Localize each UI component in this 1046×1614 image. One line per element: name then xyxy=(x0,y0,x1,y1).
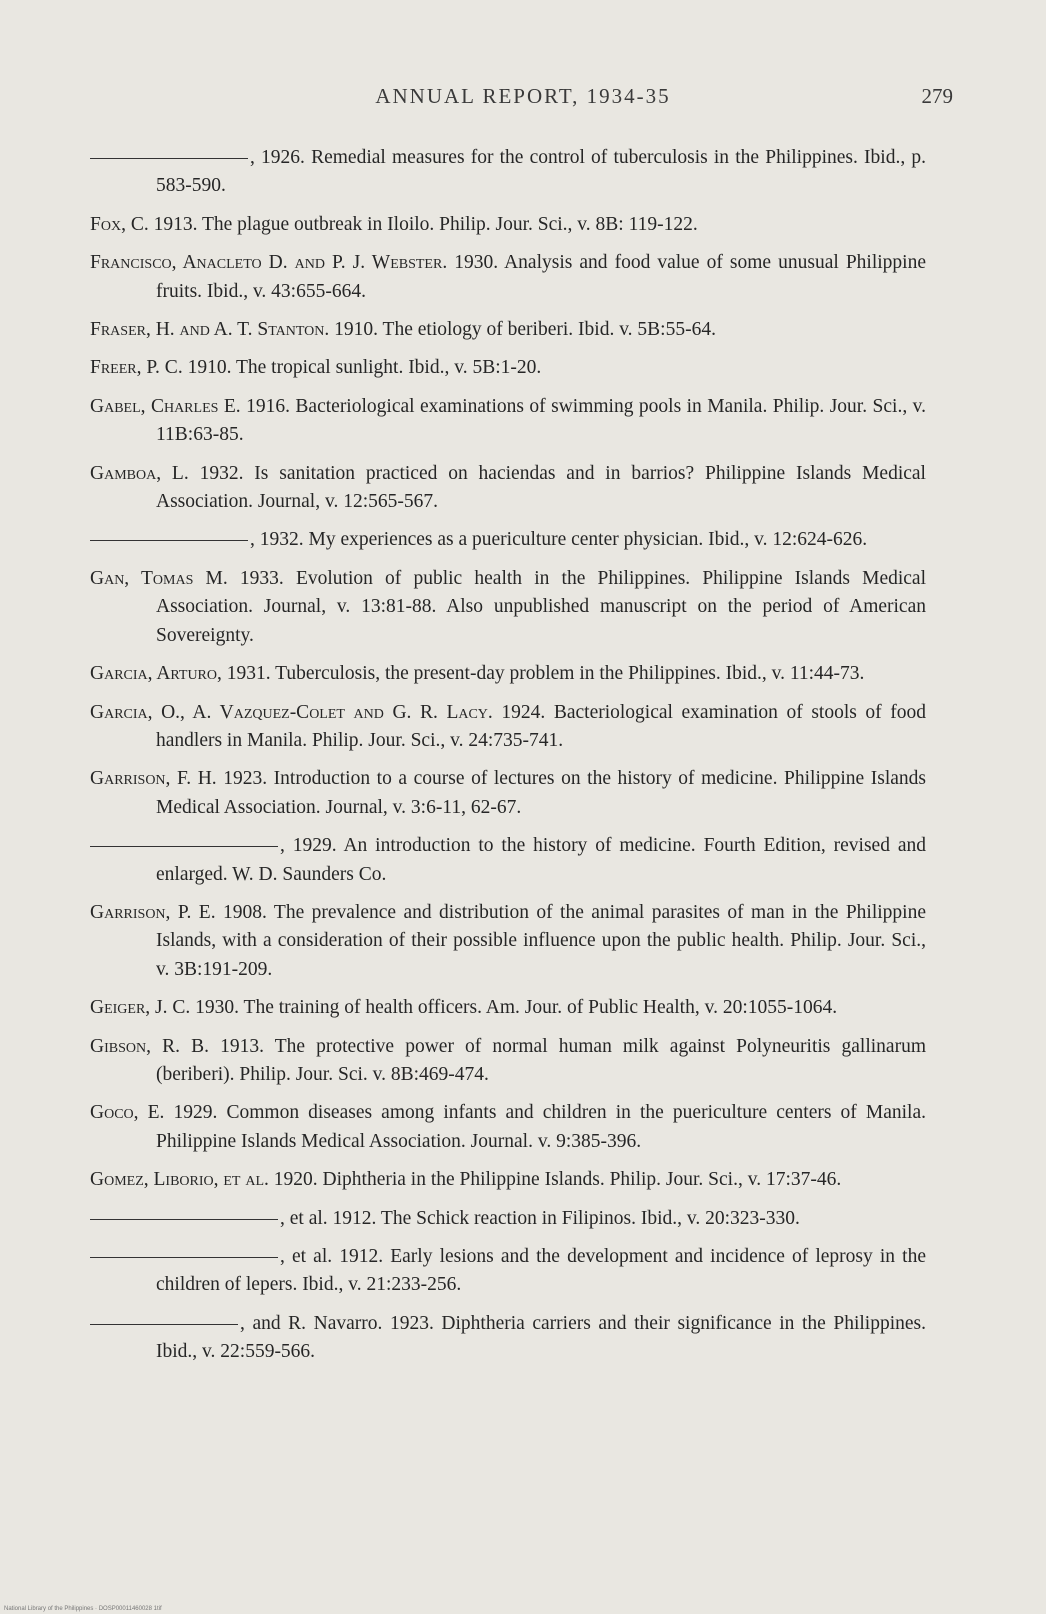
entry-text: , et al. 1912. Early lesions and the development and incidence of leprosy in the children of lepers. Ibid., v. 21:233-256. xyxy=(156,1246,926,1296)
bibliography-entry xyxy=(90,699,926,756)
repeat-author-dash xyxy=(90,540,248,541)
entry-text: , et al. 1912. The Schick reaction in Filipinos. Ibid., v. 20:323-330. xyxy=(280,1207,800,1229)
entry-author: Gamboa, L. xyxy=(90,462,189,484)
bibliography-entry xyxy=(90,1243,926,1300)
entry-text: 1913. The protective power of normal human milk against Polyneuritis gallinarum (beriberi). Philip. Jour. Sci. v. 8B:469-474. xyxy=(156,1035,926,1085)
page-number: 279 xyxy=(921,84,953,108)
entry-text: 1916. Bacteriological examinations of swimming pools in Manila. Philip. Jour. Sci., v. 11B:63-85. xyxy=(156,395,927,446)
bibliography-entry xyxy=(90,316,926,344)
bibliography-entry xyxy=(90,1033,926,1090)
entry-author: Fox, C. xyxy=(90,213,149,235)
entry-text: 1930. The training of health officers. Am. Jour. of Public Health, v. 20:1055-1064. xyxy=(190,997,838,1019)
entry-author: Gomez, Liborio, et al. xyxy=(90,1169,269,1191)
entry-text: , and R. Navarro. 1923. Diphtheria carriers and their significance in the Philippines. Ibid., v. 22:559-566. xyxy=(156,1312,926,1363)
repeat-author-dash xyxy=(90,1219,278,1220)
entry-author: Goco, E. xyxy=(90,1102,165,1124)
entry-author: Francisco, Anacleto D. and P. J. Webster. xyxy=(90,252,448,274)
bibliography-entry xyxy=(90,765,926,822)
entry-text: , 1932. My experiences as a puericulture center physician. Ibid., v. 12:624-626. xyxy=(250,529,868,551)
entry-author: Gan, Tomas M. xyxy=(90,567,228,589)
bibliography-entry xyxy=(90,1099,926,1156)
entry-author: Garrison, P. E. xyxy=(90,901,216,923)
running-title: ANNUAL REPORT, 1934-35 xyxy=(375,84,671,108)
entry-text: , 1929. An introduction to the history of medicine. Fourth Edition, revised and enlarged. W. D. Saunders Co. xyxy=(156,835,926,885)
entry-text: 1929. Common diseases among infants and children in the puericulture centers of Manila. Philippine Islands Medical Association. Journal. v. 9:385-396. xyxy=(156,1102,926,1152)
entry-author: Geiger, J. C. xyxy=(90,997,191,1019)
repeat-author-dash xyxy=(90,158,248,159)
entry-text: 1923. Introduction to a course of lectures on the history of medicine. Philippine Islands Medical Association. Journal, v. 3:6-11, 62-67. xyxy=(156,768,926,818)
entry-text: 1920. Diphtheria in the Philippine Islands. Philip. Jour. Sci., v. 17:37-46. xyxy=(268,1169,842,1191)
scan-credit: National Library of the Philippines · DOSP00011460028 1tif xyxy=(4,1606,162,1612)
bibliography-entry xyxy=(90,899,926,984)
bibliography-entry xyxy=(90,526,926,554)
bibliography-entry xyxy=(90,249,926,306)
bibliography-entry xyxy=(90,1166,926,1194)
entry-text: 1908. The prevalence and distribution of the animal parasites of man in the Philippine Islands, with a consideration of their possible influence upon the public health. Philip. Jour. Sci., v. 3B:191-209. xyxy=(156,901,926,980)
repeat-author-dash xyxy=(90,1257,278,1258)
bibliography-entry xyxy=(90,144,926,201)
entry-text: 1910. The tropical sunlight. Ibid., v. 5B:1-20. xyxy=(182,357,542,379)
entry-text: 1932. Is sanitation practiced on haciendas and in barrios? Philippine Islands Medical Association. Journal, v. 12:565-567. xyxy=(156,462,926,513)
entry-text: 1910. The etiology of beriberi. Ibid. v. 5B:55-64. xyxy=(329,319,716,341)
entry-author: Garcia, Arturo, xyxy=(90,663,222,685)
entry-author: Freer, P. C. xyxy=(90,357,183,379)
bibliography-entry xyxy=(90,1205,926,1233)
bibliography-entry xyxy=(90,393,926,450)
entry-text: 1933. Evolution of public health in the Philippines. Philippine Islands Medical Association. Journal, v. 13:81-88. Also unpublished manuscript on the period of American Sovereignty. xyxy=(156,567,926,646)
bibliography-entry xyxy=(90,354,926,382)
entry-text: 1930. Analysis and food value of some unusual Philippine fruits. Ibid., v. 43:655-664. xyxy=(156,252,926,302)
entry-text: , 1926. Remedial measures for the control of tuberculosis in the Philippines. Ibid., p. 583-590. xyxy=(156,147,926,197)
bibliography-entry xyxy=(90,1310,926,1367)
bibliography-entry xyxy=(90,565,926,650)
entry-text: 1931. Tuberculosis, the present-day problem in the Philippines. Ibid., v. 11:44-73. xyxy=(221,663,865,685)
entry-author: Fraser, H. and A. T. Stanton. xyxy=(90,319,330,341)
entry-text: 1913. The plague outbreak in Iloilo. Philip. Jour. Sci., v. 8B: 119-122. xyxy=(148,213,698,235)
page-header xyxy=(0,84,1046,114)
bibliography-list xyxy=(90,144,926,1377)
repeat-author-dash xyxy=(90,1324,238,1325)
bibliography-entry xyxy=(90,211,926,239)
repeat-author-dash xyxy=(90,846,278,847)
bibliography-entry xyxy=(90,460,926,517)
bibliography-entry xyxy=(90,994,926,1022)
bibliography-entry xyxy=(90,832,926,889)
entry-author: Garcia, O., A. Vazquez-Colet and G. R. Lacy. xyxy=(90,701,493,723)
entry-text: 1924. Bacteriological examination of stools of food handlers in Manila. Philip. Jour. Sci., v. 24:735-741. xyxy=(156,701,926,751)
bibliography-entry xyxy=(90,660,926,688)
entry-author: Gibson, R. B. xyxy=(90,1035,209,1057)
entry-author: Garrison, F. H. xyxy=(90,768,217,790)
entry-author: Gabel, Charles E. xyxy=(90,395,241,417)
